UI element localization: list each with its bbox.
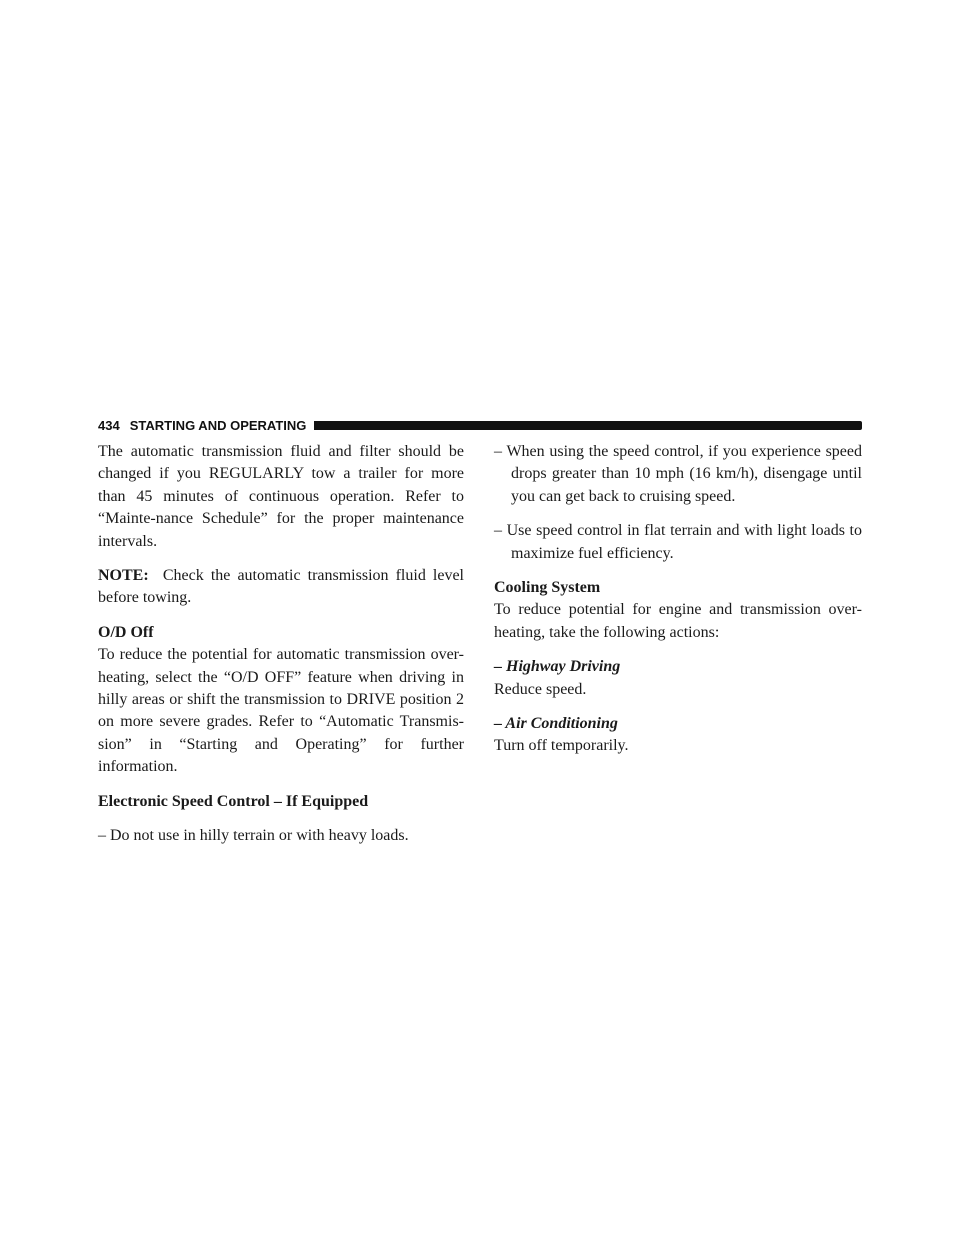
note-label: NOTE: [98,567,149,585]
cooling-system-paragraph: To reduce potential for engine and transmission over-heating, take the following actions: [494,601,862,641]
section-title: STARTING AND OPERATING [129,417,307,433]
air-conditioning-text: Turn off temporarily. [494,737,629,755]
highway-driving-heading: – Highway Driving [494,658,621,676]
page-header [98,414,862,436]
towing-fluid-paragraph: The automatic transmission fluid and filter should be changed if you REGULARLY tow a trailer for more than 45 minutes of continuous operation. Refer to “Mainte-nance Schedule” for the proper maintenance intervals. [98,443,464,550]
page-number: 434 [98,417,120,433]
header-rule [314,421,862,430]
speed-control-item: – Use speed control in flat terrain and with light loads to maximize fuel efficiency. [494,522,862,562]
note-paragraph [98,565,464,610]
air-conditioning-heading: – Air Conditioning [494,715,618,733]
od-off-paragraph: To reduce the potential for automatic transmission over-heating, select the “O/D OFF” feature when driving in hilly areas or shift the transmission to DRIVE position 2 on more severe grades. Refer to “Automatic Transmis-sion” in “Starting and Operating” for further information. [98,646,464,776]
right-column [494,441,862,770]
highway-driving-text: Reduce speed. [494,680,587,698]
speed-control-item: – Do not use in hilly terrain or with heavy loads. [98,827,409,845]
note-text: Check the automatic transmission fluid level before towing. [98,567,465,607]
speed-control-item: – When using the speed control, if you experience speed drops greater than 10 mph (16 km/h), disengage until you can get back to cruising speed. [494,443,862,505]
cooling-system-heading: Cooling System [494,579,601,597]
left-column [98,441,464,860]
speed-control-heading: Electronic Speed Control – If Equipped [98,792,369,810]
od-off-heading: O/D Off [98,623,154,641]
